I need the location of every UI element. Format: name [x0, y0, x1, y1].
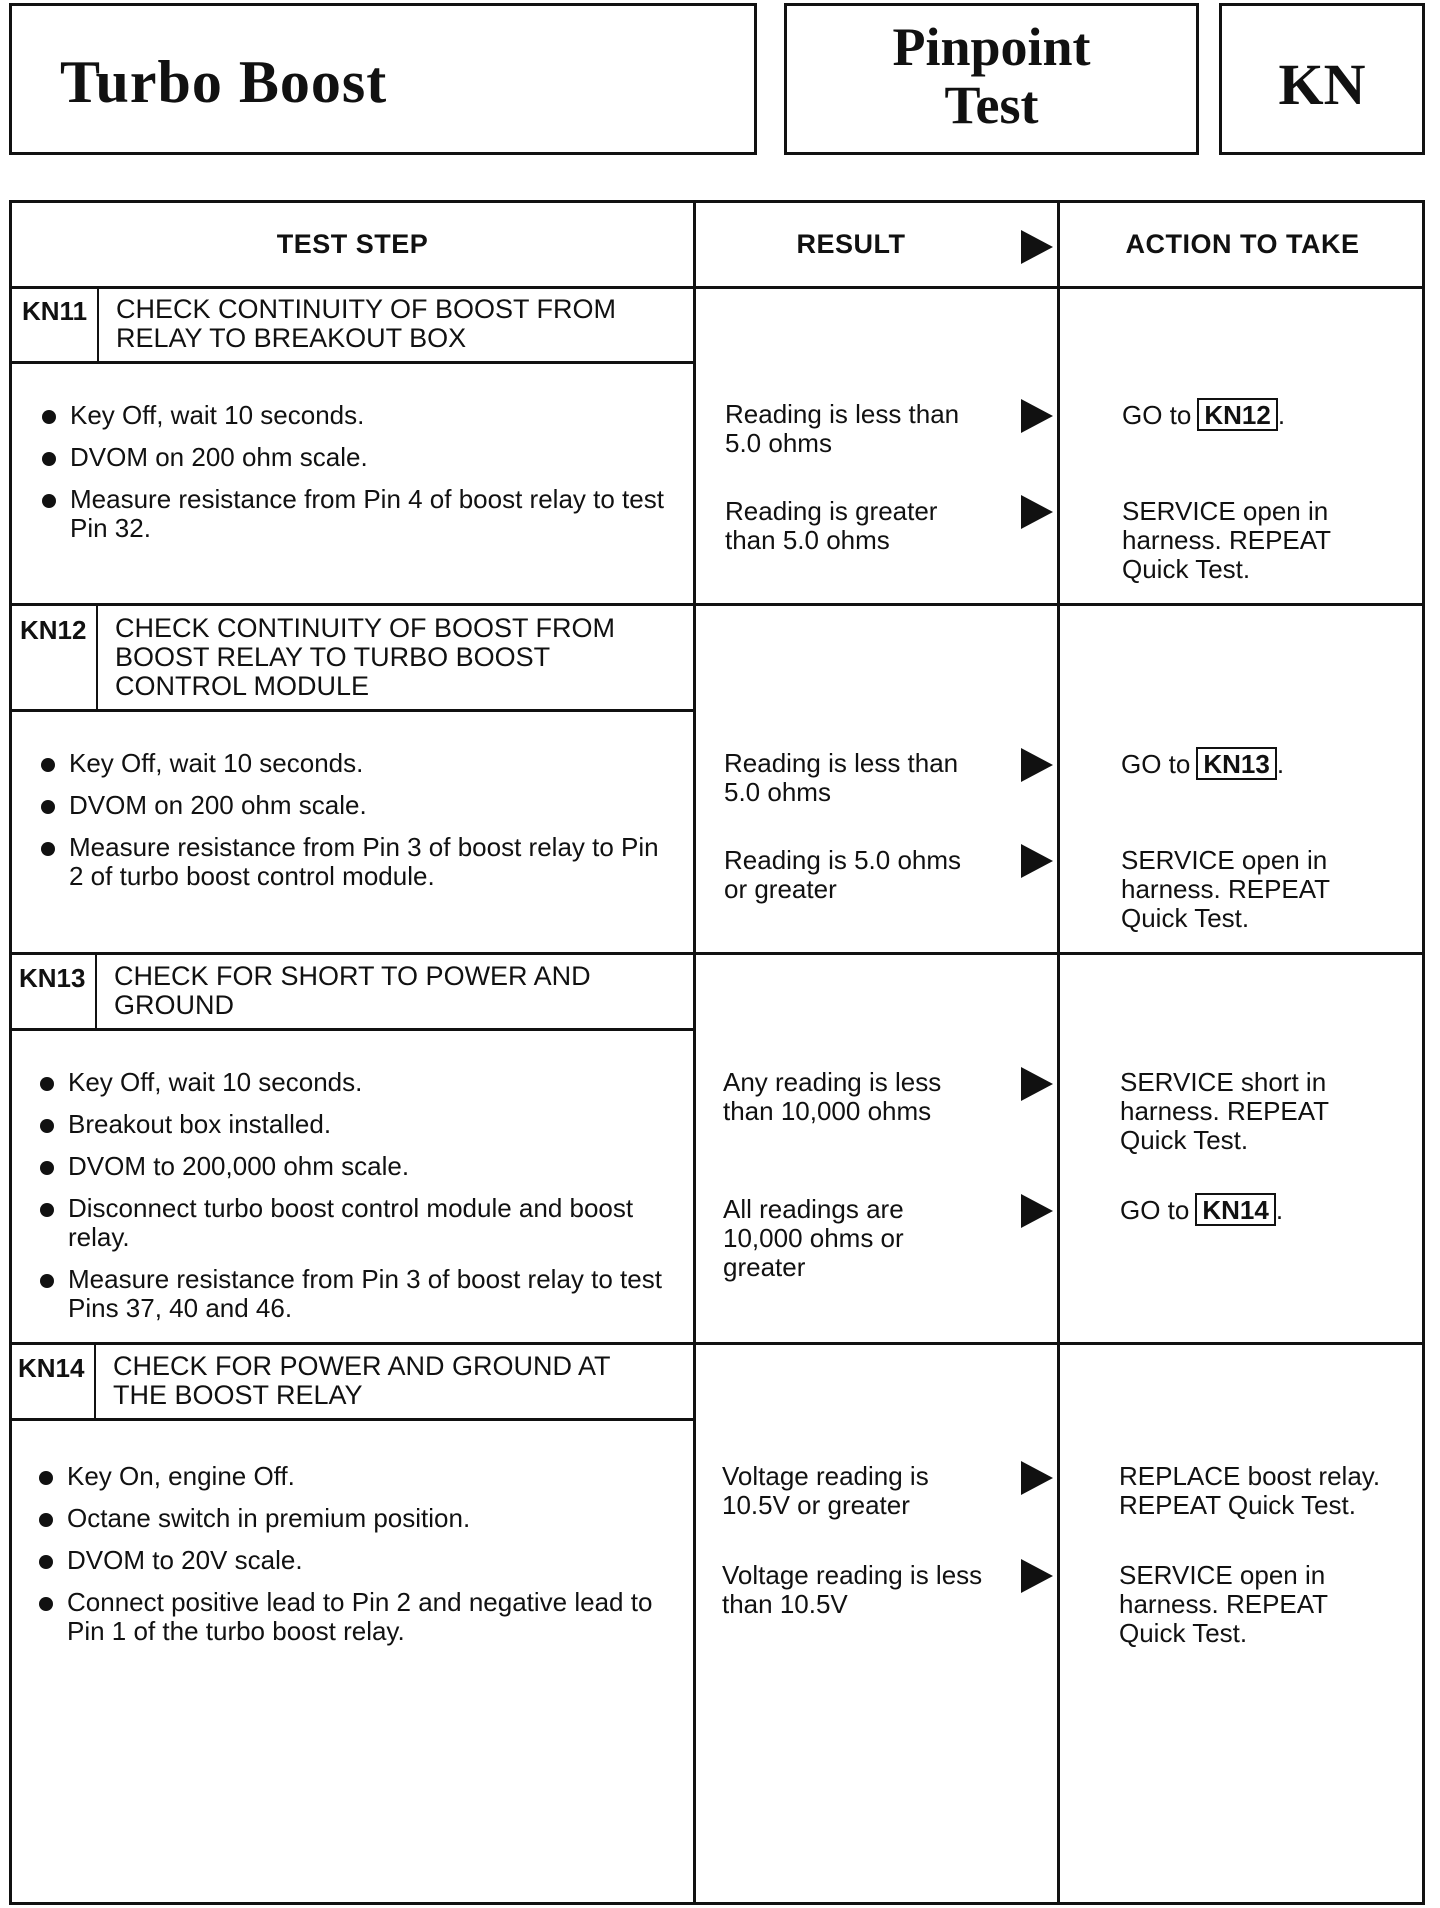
page-title: Turbo Boost	[60, 49, 388, 115]
column-divider	[693, 203, 696, 1902]
action-text: SERVICE open in harness. REPEAT Quick Test.	[1122, 496, 1332, 584]
result-text: Reading is greater than 5.0 ohms	[725, 496, 938, 555]
action-goto	[1120, 1193, 1283, 1226]
instruction-item: Measure resistance from Pin 4 of boost relay to test Pin 32.	[40, 485, 680, 543]
result-text: Reading is 5.0 ohms or greater	[724, 845, 962, 904]
result-arrow-icon	[1021, 844, 1053, 878]
instruction-item: Key Off, wait 10 seconds.	[39, 749, 679, 778]
instruction-item: Octane switch in premium position.	[37, 1504, 677, 1533]
step-id-divider	[96, 606, 98, 711]
instruction-item: Key On, engine Off.	[37, 1462, 677, 1491]
goto-suffix: .	[1277, 400, 1286, 430]
instruction-item: DVOM to 20V scale.	[37, 1546, 677, 1575]
result-text: Voltage reading is 10.5V or greater	[722, 1461, 929, 1520]
step-id: KN12	[20, 615, 87, 645]
step-id: KN11	[22, 296, 88, 326]
step-title-divider	[12, 1418, 693, 1421]
result-arrow-icon	[1021, 230, 1053, 264]
result-arrow-icon	[1021, 399, 1053, 433]
step-title-divider	[12, 361, 693, 364]
instruction-item: Breakout box installed.	[38, 1110, 678, 1139]
action-text: SERVICE open in harness. REPEAT Quick Test.	[1121, 845, 1331, 933]
instruction-item: DVOM to 200,000 ohm scale.	[38, 1152, 678, 1181]
step-id-divider	[97, 289, 99, 363]
result-text: Reading is less than 5.0 ohms	[725, 399, 960, 458]
step-title: CHECK CONTINUITY OF BOOST FROM BOOST RELAY TO TURBO BOOST CONTROL MODULE	[115, 613, 616, 701]
goto-suffix: .	[1275, 1195, 1284, 1225]
result-arrow-icon	[1021, 748, 1053, 782]
step-instructions	[38, 1068, 678, 1336]
step-id: KN13	[19, 963, 86, 993]
instruction-item: Key Off, wait 10 seconds.	[38, 1068, 678, 1097]
instruction-item: Measure resistance from Pin 3 of boost relay to test Pins 37, 40 and 46.	[38, 1265, 678, 1323]
result-arrow-icon	[1021, 1194, 1053, 1228]
step-title: CHECK FOR SHORT TO POWER AND GROUND	[114, 961, 591, 1020]
result-text: All readings are 10,000 ohms or greater	[723, 1194, 904, 1282]
column-header-result: RESULT	[796, 229, 906, 259]
goto-prefix: GO to	[1121, 749, 1191, 779]
pinpoint-test-table	[9, 200, 1425, 1905]
action-goto	[1122, 398, 1285, 431]
result-arrow-icon	[1021, 1461, 1053, 1495]
action-text: SERVICE open in harness. REPEAT Quick Test.	[1119, 1560, 1329, 1648]
step-title: CHECK CONTINUITY OF BOOST FROM RELAY TO BREAKOUT BOX	[116, 294, 617, 353]
test-type-box	[784, 3, 1199, 155]
step-title-divider	[12, 1028, 693, 1031]
result-text: Reading is less than 5.0 ohms	[724, 748, 959, 807]
step-divider	[12, 952, 1422, 955]
step-instructions	[37, 1462, 677, 1659]
test-type-label: Pinpoint Test	[892, 17, 1091, 135]
column-header-test-step: TEST STEP	[276, 229, 429, 259]
goto-step-ref[interactable]: KN13	[1196, 747, 1276, 780]
step-divider	[12, 1342, 1422, 1345]
instruction-item: Measure resistance from Pin 3 of boost relay to Pin 2 of turbo boost control module.	[39, 833, 679, 891]
step-id: KN14	[18, 1353, 85, 1383]
title-box	[9, 3, 757, 155]
step-instructions	[39, 749, 679, 904]
step-divider	[12, 603, 1422, 606]
test-code: KN	[1278, 52, 1366, 117]
result-text: Voltage reading is less than 10.5V	[722, 1560, 983, 1619]
result-text: Any reading is less than 10,000 ohms	[723, 1067, 942, 1126]
action-goto	[1121, 747, 1284, 780]
step-id-divider	[95, 955, 97, 1029]
instruction-item: DVOM on 200 ohm scale.	[40, 443, 680, 472]
goto-step-ref[interactable]: KN14	[1195, 1193, 1275, 1226]
goto-prefix: GO to	[1120, 1195, 1190, 1225]
column-header-action: ACTION TO TAKE	[1125, 229, 1360, 259]
step-id-divider	[94, 1345, 96, 1419]
header-divider	[12, 286, 1422, 289]
test-code-box	[1219, 3, 1425, 155]
step-title-divider	[12, 709, 693, 712]
goto-step-ref[interactable]: KN12	[1197, 398, 1277, 431]
action-text: REPLACE boost relay. REPEAT Quick Test.	[1119, 1461, 1381, 1520]
instruction-item: Disconnect turbo boost control module and boost relay.	[38, 1194, 678, 1252]
goto-suffix: .	[1276, 749, 1285, 779]
action-text: SERVICE short in harness. REPEAT Quick Test.	[1120, 1067, 1330, 1155]
instruction-item: Connect positive lead to Pin 2 and negative lead to Pin 1 of the turbo boost relay.	[37, 1588, 677, 1646]
column-divider	[1057, 203, 1060, 1902]
instruction-item: Key Off, wait 10 seconds.	[40, 401, 680, 430]
result-arrow-icon	[1021, 1067, 1053, 1101]
result-arrow-icon	[1021, 495, 1053, 529]
goto-prefix: GO to	[1122, 400, 1192, 430]
instruction-item: DVOM on 200 ohm scale.	[39, 791, 679, 820]
step-instructions	[40, 401, 680, 556]
result-arrow-icon	[1021, 1559, 1053, 1593]
step-title: CHECK FOR POWER AND GROUND AT THE BOOST RELAY	[113, 1351, 611, 1410]
